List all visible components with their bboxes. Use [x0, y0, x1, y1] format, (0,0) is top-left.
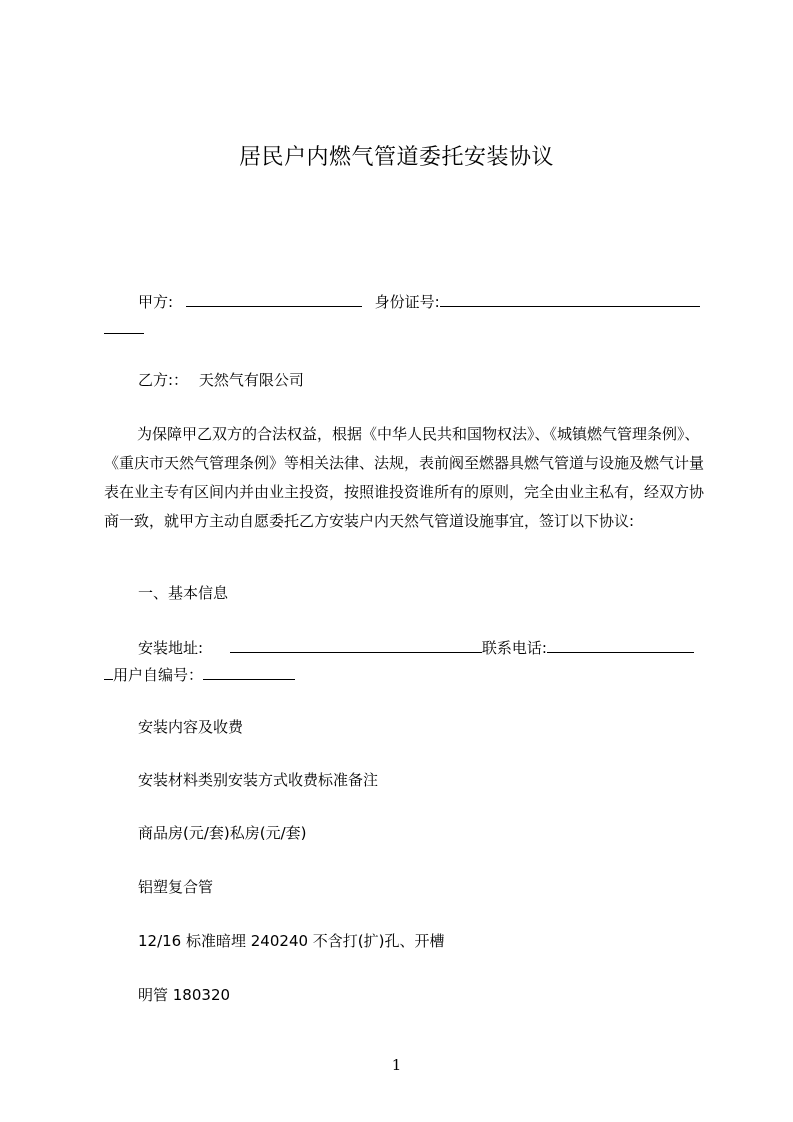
- id-number-blank-continued: [104, 317, 144, 334]
- party-a-line-wrap: [104, 317, 144, 340]
- hidden-install-row: 12/16 标准暗埋 240240 不含打(扩)孔、开槽: [138, 932, 445, 950]
- user-number-line: [104, 663, 295, 686]
- user-number-blank: [203, 663, 295, 680]
- install-content-fee: 安装内容及收费: [138, 718, 244, 736]
- material-row: 铝塑复合管: [138, 878, 214, 896]
- install-address-blank: [230, 636, 482, 653]
- party-b-label: 乙方:：: [138, 371, 189, 389]
- contact-phone-blank-continued: [104, 663, 113, 680]
- id-number-label: 身份证号:: [374, 293, 440, 311]
- id-number-blank: [440, 290, 700, 307]
- party-b-line: [138, 369, 304, 391]
- install-address-label: 安装地址:: [138, 639, 204, 657]
- fee-unit-row: 商品房(元/套)私房(元/套): [138, 824, 307, 842]
- install-address-line: [138, 636, 694, 659]
- contact-phone-blank: [547, 636, 694, 653]
- user-number-label: 用户自编号：: [113, 666, 204, 684]
- party-a-line: [138, 290, 700, 313]
- intro-paragraph: [104, 420, 704, 536]
- page-number: 1: [391, 1056, 402, 1074]
- contact-phone-label: 联系电话:: [481, 639, 547, 657]
- party-a-name-blank: [186, 290, 362, 307]
- fee-table-header: 安装材料类别安装方式收费标准备注: [138, 771, 379, 789]
- section-heading: 一、基本信息: [138, 584, 229, 602]
- intro-text: 为保障甲乙双方的合法权益，根据《中华人民共和国物权法》、《城镇燃气管理条例》、《重庆市天然气管理条例》等相关法律、法规，表前阀至燃器具燃气管道与设施及燃气计量表在业主专有区间内并由业主投资，按照谁投资谁所有的原则，完全由业主私有，经双方协商一致，就甲方主动自愿委托乙方安装户内天然气管道设施事宜，签订以下协议:: [104, 425, 705, 530]
- party-a-label: 甲方:: [138, 293, 174, 311]
- document-title: 居民户内燃气管道委托安装协议: [238, 145, 554, 170]
- party-b-value: 天然气有限公司: [198, 371, 304, 389]
- exposed-install-row: 明管 180320: [138, 986, 231, 1004]
